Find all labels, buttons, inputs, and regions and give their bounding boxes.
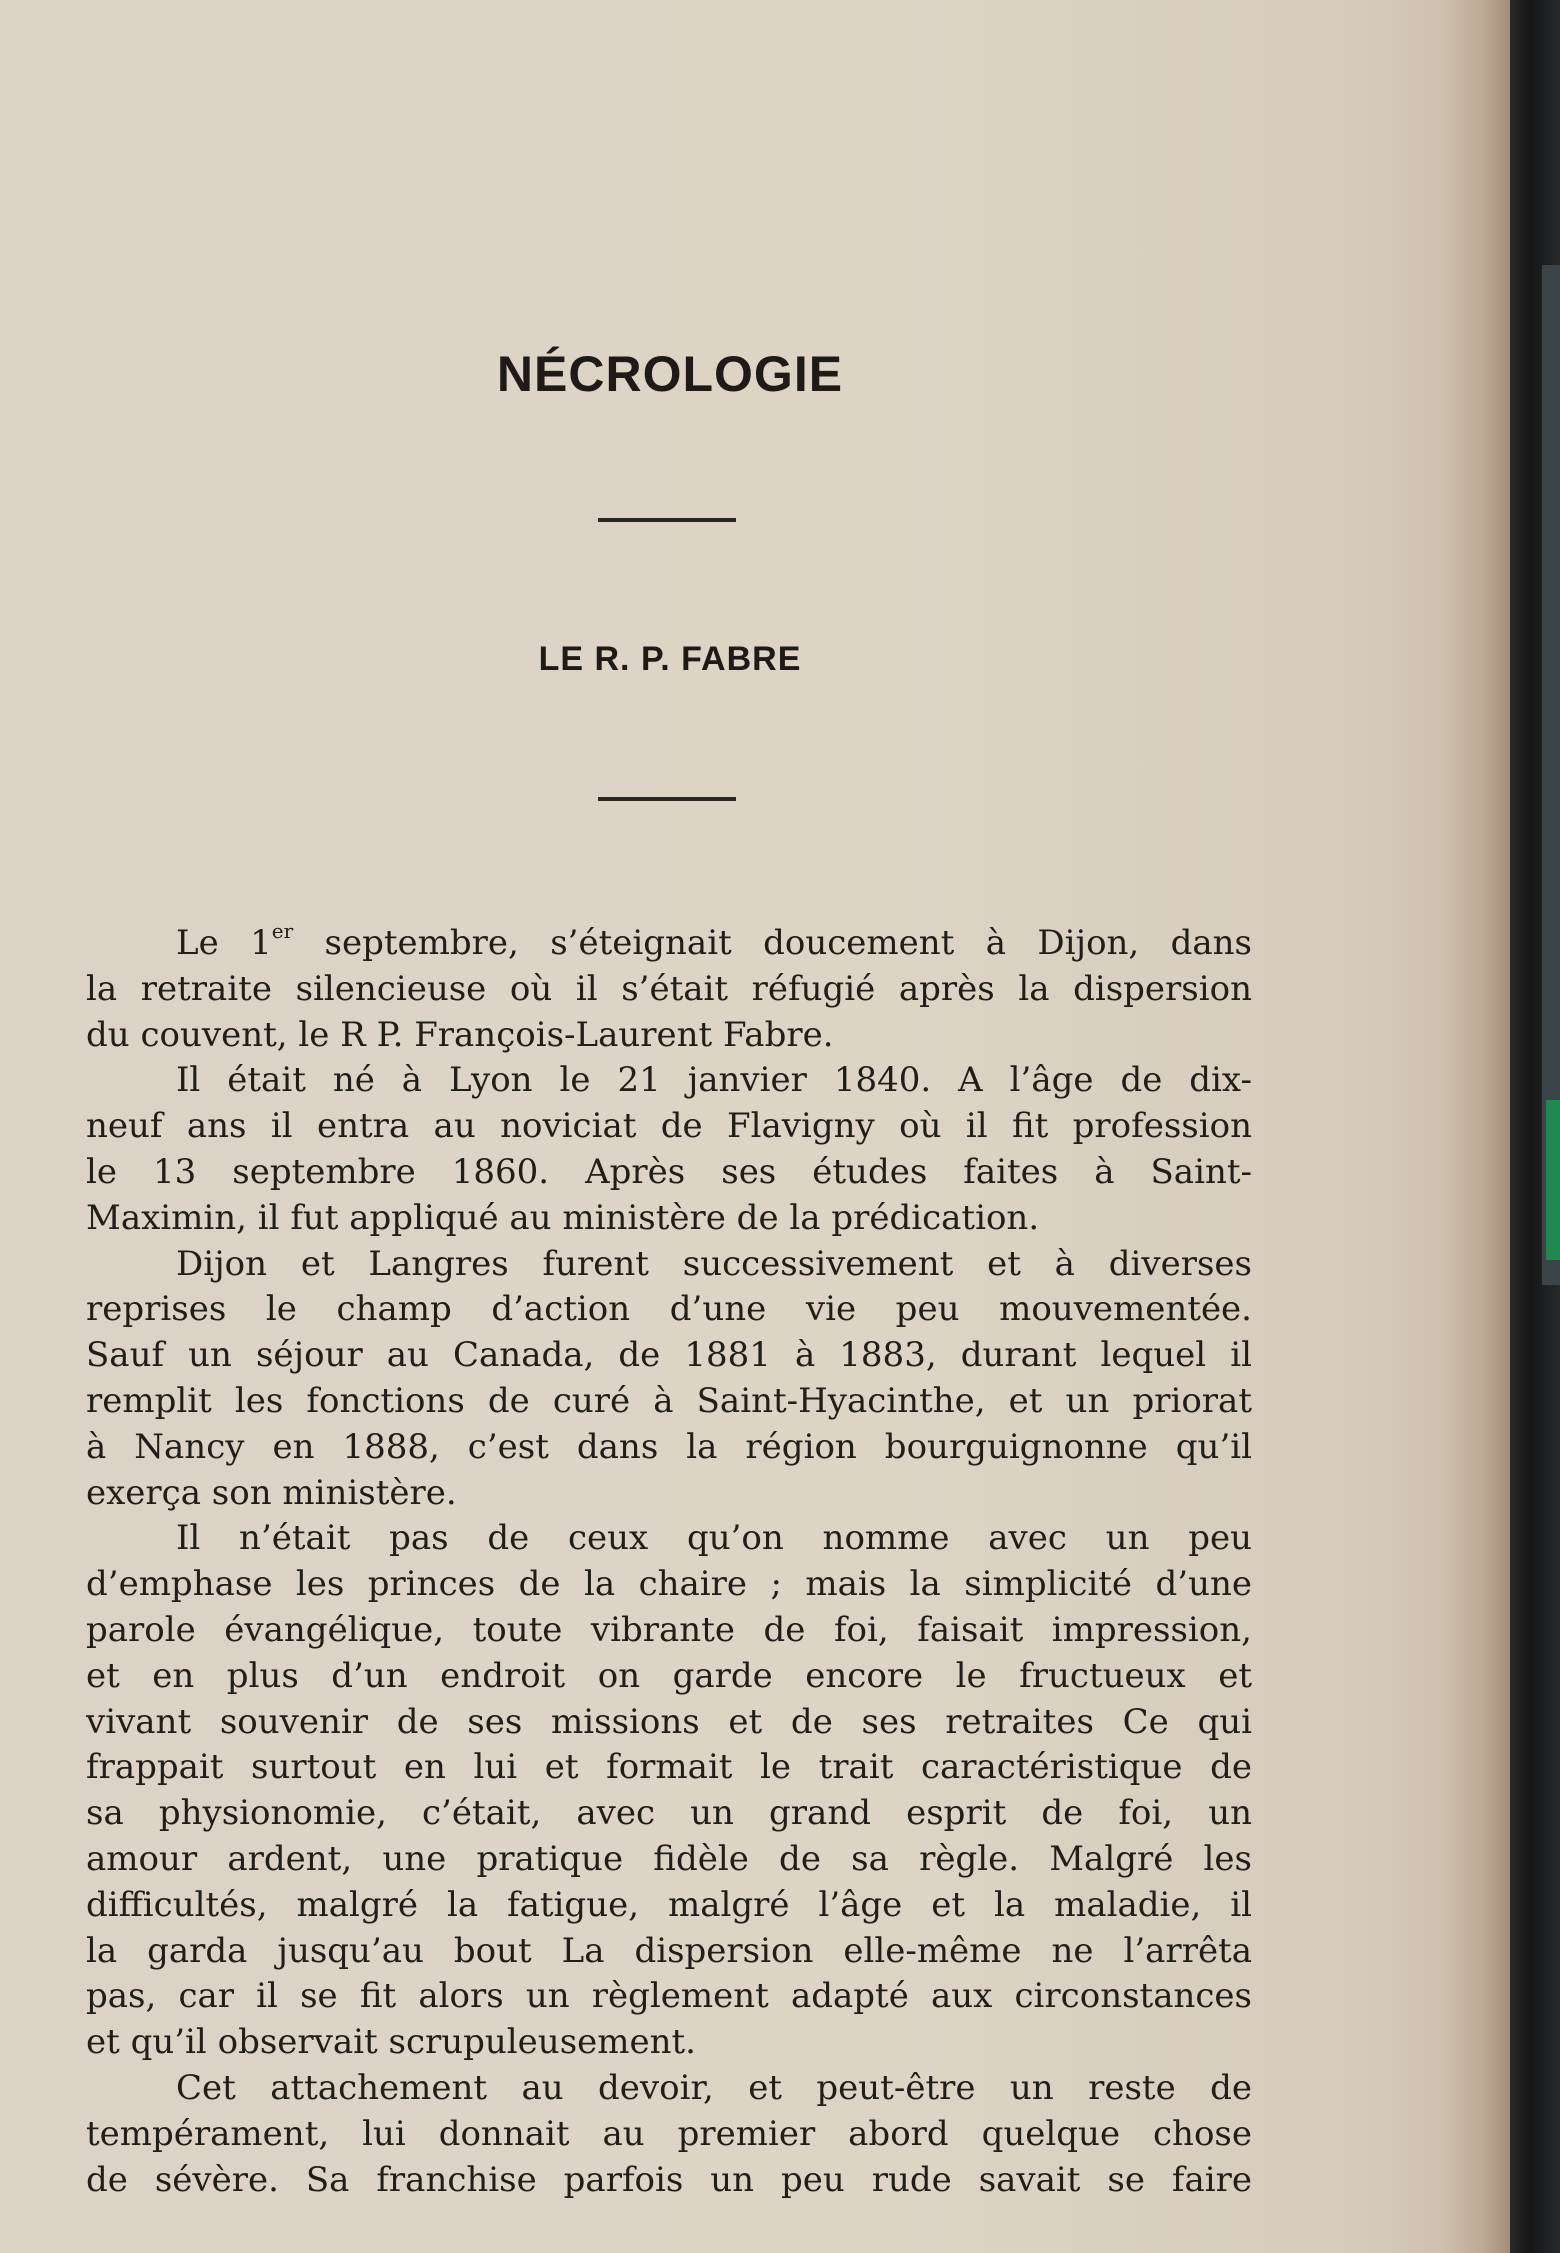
text-line: frappait surtout en lui et formait le trait caractéristique de: [86, 1747, 1252, 1788]
text-line: vivant souvenir de ses missions et de ses retraites Ce qui: [86, 1701, 1252, 1742]
text-line: et qu’il observait scrupuleusement.: [86, 2022, 696, 2063]
text-line: difficultés, malgré la fatigue, malgré l’âge et la maladie, il: [86, 1884, 1252, 1925]
text-line: Il n’était pas de ceux qu’on nomme avec un peu: [176, 1518, 1252, 1559]
text-line: la retraite silencieuse où il s’était réfugié après la dispersion: [86, 968, 1252, 1009]
text-line: la garda jusqu’au bout La dispersion elle-même ne l’arrêta: [86, 1930, 1252, 1971]
page-edge-shadow: [1440, 0, 1510, 2253]
text-line: reprises le champ d’action d’une vie peu mouvementée.: [86, 1289, 1252, 1330]
text-line: tempérament, lui donnait au premier abord quelque chose: [86, 2113, 1252, 2154]
text-line: Il était né à Lyon le 21 janvier 1840. A l’âge de dix-: [176, 1060, 1252, 1101]
text-line: le 13 septembre 1860. Après ses études faites à Saint-: [86, 1151, 1252, 1192]
bookmark-tab: [1546, 1100, 1560, 1260]
text-line: Dijon et Langres furent successivement et à diverses: [176, 1243, 1252, 1284]
text-line: neuf ans il entra au noviciat de Flavigny où il fit profession: [86, 1106, 1252, 1147]
text-line: parole évangélique, toute vibrante de foi, faisait impression,: [86, 1609, 1252, 1650]
text-line: Sauf un séjour au Canada, de 1881 à 1883, durant lequel il: [86, 1335, 1252, 1376]
text-line: pas, car il se fit alors un règlement adapté aux circonstances: [86, 1976, 1252, 2017]
title-divider: [598, 518, 736, 522]
text-line: exerça son ministère.: [86, 1472, 457, 1513]
text-line: à Nancy en 1888, c’est dans la région bourguignonne qu’il: [86, 1426, 1252, 1467]
text-line: de sévère. Sa franchise parfois un peu rude savait se faire: [86, 2159, 1252, 2200]
text-line: Cet attachement au devoir, et peut-être un reste de: [176, 2067, 1252, 2108]
text-line: Le 1er septembre, s’éteignait doucement à Dijon, dans: [176, 921, 1252, 963]
text-line: amour ardent, une pratique fidèle de sa règle. Malgré les: [86, 1838, 1252, 1879]
text-line: remplit les fonctions de curé à Saint-Hyacinthe, et un priorat: [86, 1380, 1252, 1421]
text-line: et en plus d’un endroit on garde encore le fructueux et: [86, 1655, 1252, 1696]
text-line: d’emphase les princes de la chaire ; mais la simplicité d’une: [86, 1564, 1252, 1605]
text-line: Maximin, il fut appliqué au ministère de la prédication.: [86, 1197, 1040, 1238]
article-subtitle: LE R. P. FABRE: [538, 640, 802, 678]
article-body: [86, 921, 1252, 2203]
subtitle-divider: [598, 797, 736, 801]
text-line: du couvent, le R P. François-Laurent Fabre.: [86, 1014, 834, 1055]
page-title: NÉCROLOGIE: [496, 346, 844, 402]
text-line: sa physionomie, c’était, avec un grand esprit de foi, un: [86, 1793, 1252, 1834]
